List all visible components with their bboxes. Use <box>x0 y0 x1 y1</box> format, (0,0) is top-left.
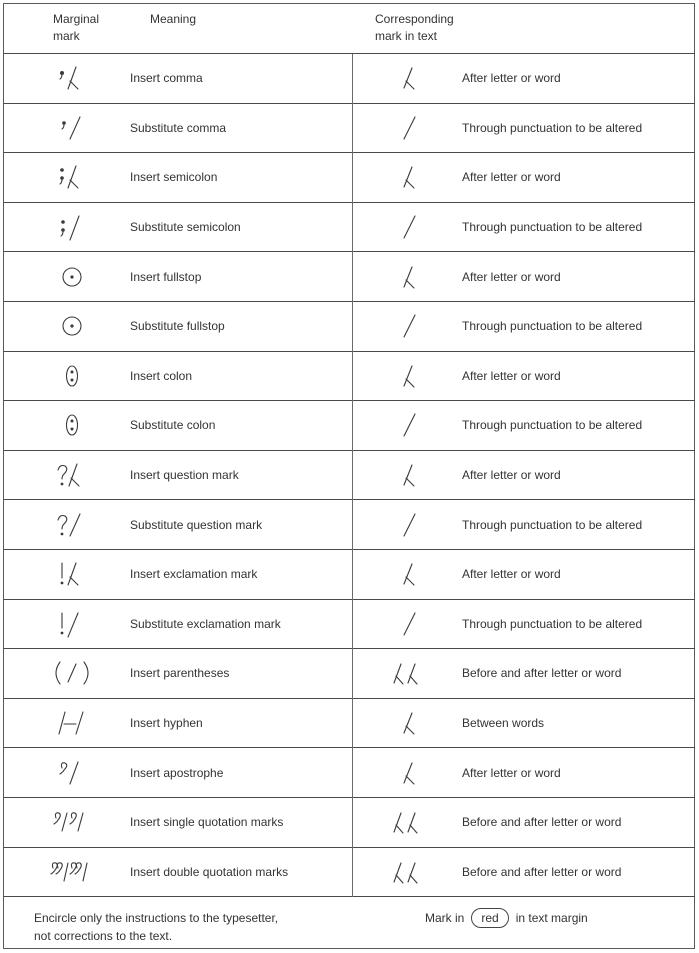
table-row <box>3 550 695 600</box>
caret-mark-icon <box>388 706 432 740</box>
placement-description-cell: Through punctuation to be altered <box>462 517 643 532</box>
table-row <box>3 600 695 650</box>
insert-fullstop-mark-icon <box>50 260 94 294</box>
table-row <box>3 699 695 749</box>
corresponding-mark-cell <box>375 104 445 153</box>
corresponding-mark-cell <box>375 500 445 549</box>
corresponding-mark-cell <box>375 401 445 450</box>
meaning-cell: Substitute exclamation mark <box>130 616 281 631</box>
meaning-cell: Substitute semicolon <box>130 220 241 235</box>
marginal-mark-cell <box>41 352 103 401</box>
insert-semicolon-mark-icon <box>50 160 94 194</box>
insert-apostrophe-mark-icon <box>50 756 94 790</box>
meaning-cell: Insert exclamation mark <box>130 567 258 582</box>
placement-description-cell: After letter or word <box>462 765 561 780</box>
marginal-mark-cell <box>41 748 103 797</box>
caret-mark-icon <box>388 61 432 95</box>
marginal-mark-cell <box>41 550 103 599</box>
marginal-mark-cell <box>41 649 103 698</box>
caret-mark-icon <box>388 756 432 790</box>
marginal-mark-cell <box>41 203 103 252</box>
meaning-cell: Insert question mark <box>130 468 239 483</box>
table-header <box>3 3 695 54</box>
encircled-word: red <box>471 908 508 928</box>
corresponding-mark-cell <box>375 54 445 103</box>
substitute-colon-mark-icon <box>50 408 94 442</box>
footer-note-line2: not corrections to the text. <box>34 929 173 943</box>
corresponding-mark-cell <box>375 451 445 500</box>
table-row <box>3 848 695 898</box>
insert-double-quotes-mark-icon <box>50 855 94 889</box>
placement-description-cell: After letter or word <box>462 468 561 483</box>
marginal-mark-cell <box>41 252 103 301</box>
header-meaning: Meaning <box>150 12 197 26</box>
placement-description-cell: Between words <box>462 716 545 731</box>
insert-single-quotes-mark-icon <box>50 805 94 839</box>
marginal-mark-cell <box>41 54 103 103</box>
insert-colon-mark-icon <box>50 359 94 393</box>
meaning-cell: Insert comma <box>130 71 203 86</box>
caret-mark-icon <box>388 458 432 492</box>
placement-description-cell: Through punctuation to be altered <box>462 120 643 135</box>
meaning-cell: Insert fullstop <box>130 269 202 284</box>
substitute-fullstop-mark-icon <box>50 309 94 343</box>
corresponding-mark-cell <box>375 600 445 649</box>
meaning-cell: Insert double quotation marks <box>130 864 289 879</box>
insert-hyphen-mark-icon <box>50 706 94 740</box>
marginal-mark-cell <box>41 699 103 748</box>
table-row <box>3 352 695 402</box>
placement-description-cell: Before and after letter or word <box>462 864 622 879</box>
placement-description-cell: After letter or word <box>462 368 561 383</box>
table-row <box>3 302 695 352</box>
marginal-mark-cell <box>41 451 103 500</box>
stroke-mark-icon <box>388 210 432 244</box>
placement-description-cell: Through punctuation to be altered <box>462 418 643 433</box>
marginal-mark-cell <box>41 302 103 351</box>
table-footer <box>3 897 695 949</box>
table-row <box>3 649 695 699</box>
marginal-mark-cell <box>41 401 103 450</box>
placement-description-cell: Through punctuation to be altered <box>462 220 643 235</box>
meaning-cell: Insert colon <box>130 368 193 383</box>
meaning-cell: Insert parentheses <box>130 666 230 681</box>
table-row <box>3 252 695 302</box>
footer-mark-suffix: in text margin <box>515 911 588 925</box>
footer-note <box>34 909 334 945</box>
insert-comma-mark-icon <box>50 61 94 95</box>
meaning-cell: Substitute question mark <box>130 517 263 532</box>
caret-mark-icon <box>388 359 432 393</box>
insert-parentheses-mark-icon <box>50 656 94 690</box>
meaning-cell: Insert single quotation marks <box>130 815 284 830</box>
header-corresponding-line2: mark in text <box>375 29 438 43</box>
substitute-question-mark-icon <box>50 508 94 542</box>
header-marginal-mark-line1: Marginal <box>53 12 100 26</box>
table-row <box>3 153 695 203</box>
meaning-cell: Substitute comma <box>130 120 227 135</box>
placement-description-cell: Before and after letter or word <box>462 815 622 830</box>
corresponding-mark-cell <box>375 550 445 599</box>
corresponding-mark-cell <box>375 748 445 797</box>
meaning-cell: Insert semicolon <box>130 170 218 185</box>
table-row <box>3 401 695 451</box>
substitute-semicolon-mark-icon <box>50 210 94 244</box>
footer-note-line1: Encircle only the instructions to the typesetter, <box>34 911 279 925</box>
placement-description-cell: Through punctuation to be altered <box>462 616 643 631</box>
corresponding-mark-cell <box>375 153 445 202</box>
substitute-exclamation-mark-icon <box>50 607 94 641</box>
stroke-mark-icon <box>388 111 432 145</box>
header-corresponding-line1: Corresponding <box>375 12 454 26</box>
stroke-mark-icon <box>388 607 432 641</box>
caret-mark-icon <box>388 260 432 294</box>
header-marginal-mark-line2: mark <box>53 29 80 43</box>
marginal-mark-cell <box>41 798 103 847</box>
corresponding-mark-cell <box>375 699 445 748</box>
substitute-comma-mark-icon <box>50 111 94 145</box>
placement-description-cell: After letter or word <box>462 567 561 582</box>
placement-description-cell: Before and after letter or word <box>462 666 622 681</box>
meaning-cell: Substitute colon <box>130 418 216 433</box>
corresponding-mark-cell <box>375 649 445 698</box>
table-row <box>3 54 695 104</box>
table-row <box>3 104 695 154</box>
marginal-mark-cell <box>41 500 103 549</box>
placement-description-cell: After letter or word <box>462 71 561 86</box>
corresponding-mark-cell <box>375 302 445 351</box>
stroke-mark-icon <box>388 408 432 442</box>
double-caret-mark-icon <box>388 805 432 839</box>
table-row <box>3 500 695 550</box>
stroke-mark-icon <box>388 309 432 343</box>
double-caret-mark-icon <box>388 855 432 889</box>
stroke-mark-icon <box>388 508 432 542</box>
header-marginal-mark <box>53 11 99 45</box>
corresponding-mark-cell <box>375 203 445 252</box>
insert-question-mark-icon <box>50 458 94 492</box>
corresponding-mark-cell <box>375 352 445 401</box>
header-corresponding-mark <box>375 11 454 45</box>
placement-description-cell: After letter or word <box>462 269 561 284</box>
insert-exclamation-mark-icon <box>50 557 94 591</box>
caret-mark-icon <box>388 557 432 591</box>
table-row <box>3 451 695 501</box>
column-divider <box>352 54 353 897</box>
table-row <box>3 748 695 798</box>
corresponding-mark-cell <box>375 848 445 897</box>
marginal-mark-cell <box>41 848 103 897</box>
placement-description-cell: After letter or word <box>462 170 561 185</box>
marginal-mark-cell <box>41 600 103 649</box>
meaning-cell: Insert hyphen <box>130 716 203 731</box>
meaning-cell: Substitute fullstop <box>130 319 225 334</box>
caret-mark-icon <box>388 160 432 194</box>
table-row <box>3 798 695 848</box>
marginal-mark-cell <box>41 153 103 202</box>
corresponding-mark-cell <box>375 252 445 301</box>
footer-mark-instruction <box>425 908 588 928</box>
corresponding-mark-cell <box>375 798 445 847</box>
double-caret-mark-icon <box>388 656 432 690</box>
placement-description-cell: Through punctuation to be altered <box>462 319 643 334</box>
meaning-cell: Insert apostrophe <box>130 765 224 780</box>
footer-mark-prefix: Mark in <box>425 911 465 925</box>
table-row <box>3 203 695 253</box>
marginal-mark-cell <box>41 104 103 153</box>
